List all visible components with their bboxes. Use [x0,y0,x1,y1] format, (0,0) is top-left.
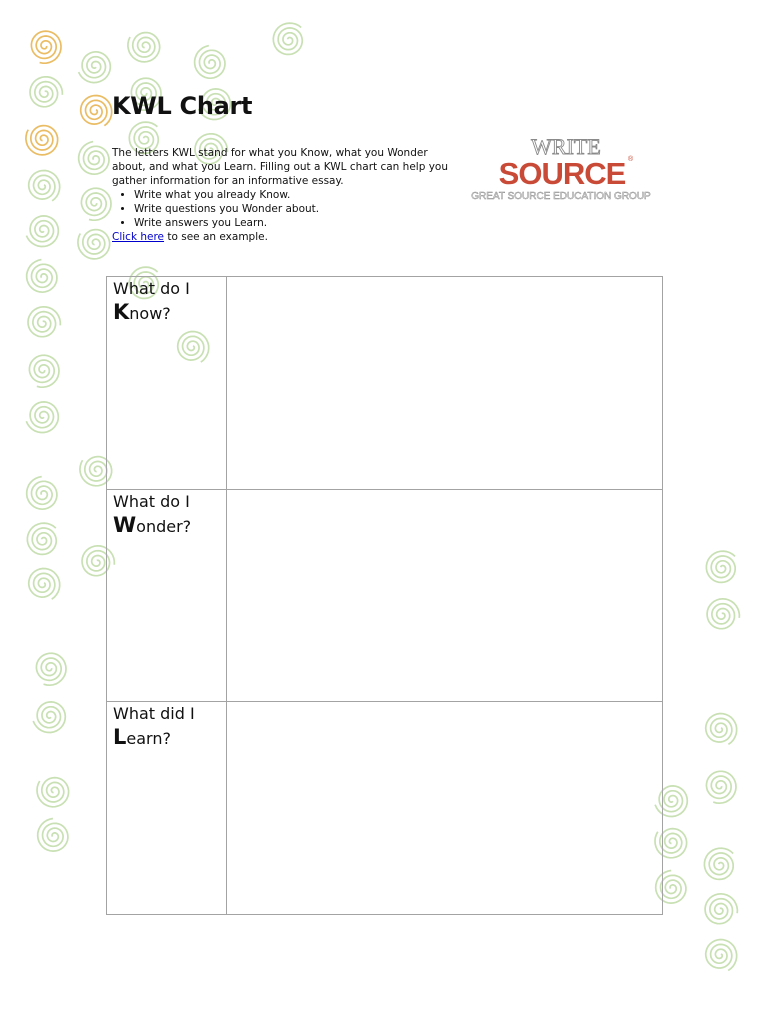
example-link[interactable]: Click here [112,231,165,243]
big-letter: L [113,725,127,750]
question-keyword [113,724,220,752]
wonder-answer-cell[interactable] [227,489,663,702]
example-line [112,230,462,244]
table-row [107,489,663,702]
keyword-rest: now? [129,304,171,323]
keyword-rest: earn? [126,729,171,749]
instruction-item: • Write answers you Learn. [134,216,462,230]
table-row [107,702,663,915]
logo-write-text: WRITE [531,134,601,159]
instruction-item: • Write questions you Wonder about. [134,202,462,216]
page-title: KWL Chart [112,92,253,120]
question-keyword [113,512,220,540]
table-row [107,277,663,490]
instruction-list [112,188,462,230]
logo-source-text: SOURCE [498,156,626,191]
know-question-cell [107,277,227,490]
write-source-logo [468,132,654,206]
logo-registered-mark: ® [628,156,634,163]
keyword-rest: onder? [136,516,192,536]
example-link-suffix: to see an example. [164,231,268,243]
learn-question-cell [107,702,227,915]
question-keyword [113,299,220,327]
kwl-table [106,276,663,915]
learn-answer-cell[interactable] [227,702,663,915]
wonder-question-cell [107,489,227,702]
question-line: What do I [113,491,190,511]
big-letter: K [113,300,130,324]
logo-tagline-text: GREAT SOURCE EDUCATION GROUP [471,191,651,202]
question-line: What do I [113,279,190,298]
intro-section [112,146,462,244]
intro-paragraph: The letters KWL stand for what you Know, what you Wonder about, and what you Learn. Filling out a KWL chart can help you gather information for an informative essay. [112,147,448,187]
question-line: What did I [113,704,195,724]
instruction-item: • Write what you already Know. [134,188,462,202]
know-answer-cell[interactable] [227,277,663,490]
big-letter: W [113,512,137,537]
